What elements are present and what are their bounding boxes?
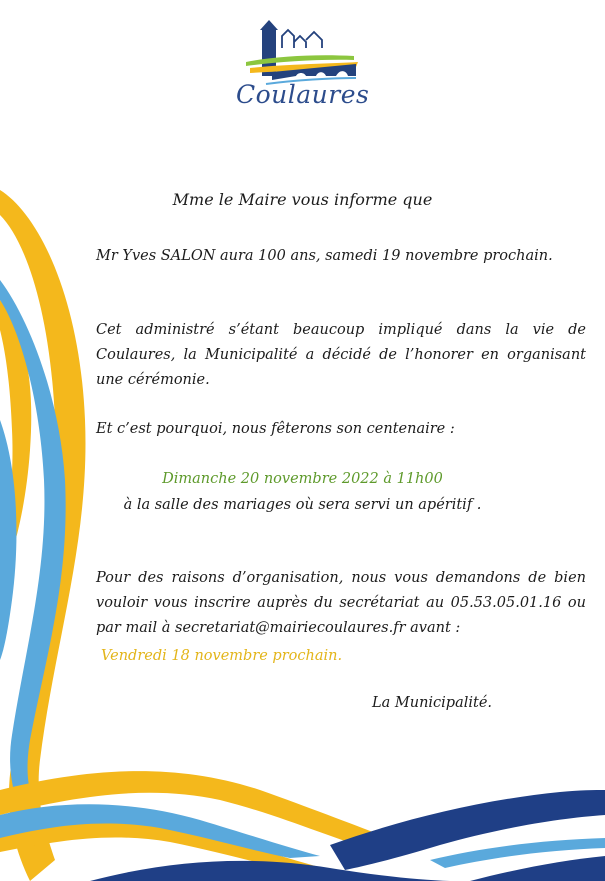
paragraph-ceremony: Cet administré s’étant beaucoup impliqué dans la vie de Coulaures, la Municipalité a décidé de l’honorer en organisant une cérémonie. bbox=[96, 322, 586, 388]
letter-heading: Mme le Maire vous informe que bbox=[172, 190, 433, 209]
right-darkblue-wave-2 bbox=[470, 856, 605, 881]
paragraph-birthday: Mr Yves SALON aura 100 ans, samedi 19 novembre prochain. bbox=[96, 248, 553, 264]
signature: La Municipalité. bbox=[372, 695, 493, 711]
registration-deadline: Vendredi 18 novembre prochain. bbox=[101, 648, 343, 664]
paragraph-celebration: Et c’est pourquoi, nous fêterons son centenaire : bbox=[96, 421, 455, 437]
bottom-darkblue-wave bbox=[90, 861, 450, 881]
event-place: à la salle des mariages où sera servi un apéritif . bbox=[123, 497, 482, 513]
paragraph-registration: Pour des raisons d’organisation, nous vous demandons de bien vouloir vous inscrire auprès du secrétariat au 05.53.05.01.16 ou par mail à secretariat@mairiecoulaures.fr avant : bbox=[96, 570, 586, 636]
event-date: Dimanche 20 novembre 2022 à 11h00 bbox=[162, 471, 443, 487]
logo-text: Coulaures bbox=[236, 80, 370, 109]
